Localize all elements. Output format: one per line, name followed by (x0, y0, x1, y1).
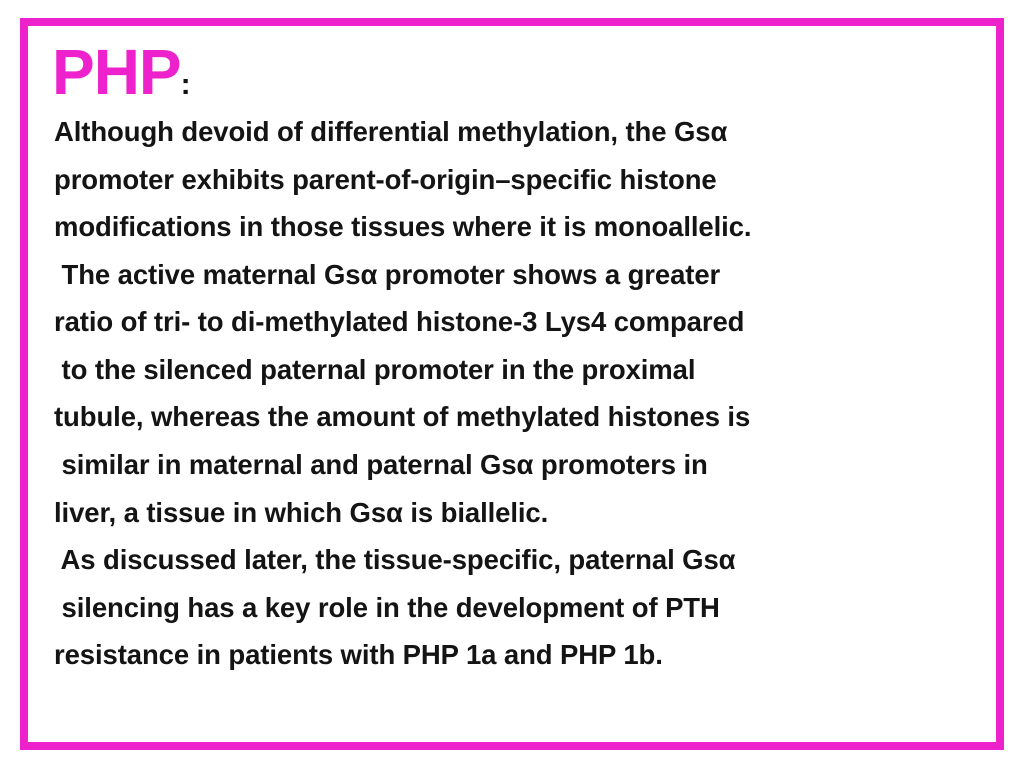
body-line: to the silenced paternal promoter in the proximal (54, 353, 696, 385)
body-line: The active maternal Gsα promoter shows a greater (54, 258, 721, 290)
slide-title-colon: : (180, 68, 191, 101)
slide-title-main: PHP (52, 36, 181, 108)
slide-body (54, 108, 978, 679)
slide-border-frame (20, 18, 1004, 750)
body-line: ratio of tri- to di-methylated histone-3 Lys4 compared (54, 306, 745, 338)
body-line: As discussed later, the tissue-specific, paternal Gsα (54, 544, 736, 576)
slide-title (52, 36, 978, 108)
body-line: Although devoid of differential methylation, the Gsα (54, 116, 728, 147)
body-line: resistance in patients with PHP 1a and PHP 1b. (54, 639, 663, 671)
body-line: modifications in those tissues where it is monoallelic. (54, 211, 752, 243)
body-line: tubule, whereas the amount of methylated histones is (54, 401, 751, 433)
body-line: liver, a tissue in which Gsα is biallelic. (54, 496, 549, 528)
body-line: promoter exhibits parent-of-origin–specific histone (54, 163, 717, 195)
body-line: similar in maternal and paternal Gsα promoters in (54, 448, 708, 480)
body-line: silencing has a key role in the development of PTH (54, 591, 720, 623)
